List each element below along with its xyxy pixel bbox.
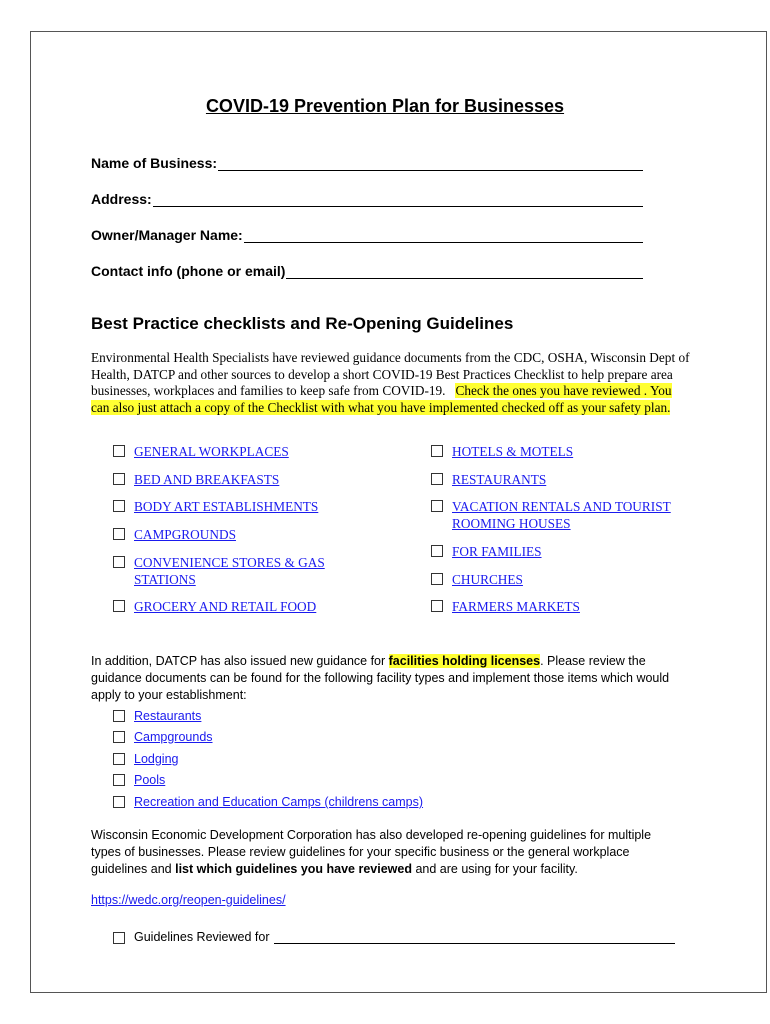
checkbox[interactable] xyxy=(431,445,443,457)
checklist-link[interactable]: FARMERS MARKETS xyxy=(452,599,580,614)
checklist-link[interactable]: BED AND BREAKFASTS xyxy=(134,472,280,487)
facility-item[interactable] xyxy=(113,708,201,725)
document-title: COVID-19 Prevention Plan for Businesses xyxy=(205,96,565,116)
guidelines-reviewed-line[interactable] xyxy=(274,931,676,944)
checklist-link[interactable]: CAMPGROUNDS xyxy=(134,527,236,542)
guidelines-reviewed-field[interactable] xyxy=(113,930,675,944)
checkbox[interactable] xyxy=(113,556,125,568)
wedc-bold: list which guidelines you have reviewed xyxy=(175,862,412,876)
checklist-item[interactable] xyxy=(113,471,279,488)
facility-item[interactable] xyxy=(113,751,179,768)
checkbox[interactable] xyxy=(431,473,443,485)
business-name-line[interactable] xyxy=(218,156,643,171)
address-field[interactable] xyxy=(91,191,643,207)
datcp-text-post: . Please review the guidance documents can be found for the following facility types and implement those items which would apply to your establishment: xyxy=(91,654,670,702)
checkbox[interactable] xyxy=(113,796,125,808)
checkbox[interactable] xyxy=(113,932,125,944)
business-name-label: Name of Business: xyxy=(91,155,218,171)
wedc-text-pre: Wisconsin Economic Development Corporation has also developed re-opening guidelines for multiple types of businesses. Please review guidelines for your specific business or the general workplace guidelines and xyxy=(91,828,652,876)
checklist-item[interactable] xyxy=(113,526,236,543)
checklist-item[interactable] xyxy=(113,498,318,515)
owner-manager-label: Owner/Manager Name: xyxy=(91,227,243,243)
checkbox[interactable] xyxy=(113,528,125,540)
checkbox[interactable] xyxy=(431,500,443,512)
checklist-link[interactable]: CHURCHES xyxy=(452,572,523,587)
checklist-item[interactable] xyxy=(431,598,580,615)
checkbox[interactable] xyxy=(113,753,125,765)
checkbox[interactable] xyxy=(431,573,443,585)
owner-manager-field[interactable] xyxy=(91,227,643,243)
checklist-link[interactable]: HOTELS & MOTELS xyxy=(452,444,574,459)
datcp-text-pre: In addition, DATCP has also issued new guidance for xyxy=(91,654,389,668)
guidelines-reviewed-label: Guidelines Reviewed for xyxy=(134,930,270,944)
facility-item[interactable] xyxy=(113,772,165,789)
checkbox[interactable] xyxy=(113,600,125,612)
checklist-item[interactable] xyxy=(113,554,353,588)
facility-item[interactable] xyxy=(113,729,213,746)
checkbox[interactable] xyxy=(113,473,125,485)
intro-highlight: Check the ones you have reviewed . You can also just attach a copy of the Checklist with what you have implemented checked off as your safety plan. xyxy=(91,383,672,415)
checklist-item[interactable] xyxy=(113,598,316,615)
facility-link[interactable]: Lodging xyxy=(134,752,179,766)
checklist-item[interactable] xyxy=(431,498,671,532)
facility-link[interactable]: Restaurants xyxy=(134,709,202,723)
checklist-item[interactable] xyxy=(431,543,542,560)
checklist-item[interactable] xyxy=(431,443,573,460)
address-line[interactable] xyxy=(153,192,643,207)
checkbox[interactable] xyxy=(113,500,125,512)
intro-text: Environmental Health Specialists have reviewed guidance documents from the CDC, OSHA, Wisconsin Dept of Health, DATCP and other sources to develop a short COVID-19 Best Practices Checklist to help prepare area businesses, workplaces and families to keep safe from COVID-19. xyxy=(91,350,690,398)
datcp-highlight: facilities holding licenses xyxy=(388,654,541,668)
datcp-paragraph xyxy=(91,653,681,704)
facility-link[interactable]: Campgrounds xyxy=(134,730,213,744)
checklist-link[interactable]: FOR FAMILIES xyxy=(452,544,542,559)
checklist-link[interactable]: CONVENIENCE STORES & GAS STATIONS xyxy=(134,555,325,587)
address-label: Address: xyxy=(91,191,152,207)
checkbox[interactable] xyxy=(431,600,443,612)
checklist-item[interactable] xyxy=(431,571,523,588)
checkbox[interactable] xyxy=(113,731,125,743)
owner-manager-line[interactable] xyxy=(244,228,643,243)
checklist-item[interactable] xyxy=(113,443,289,460)
checklist-link[interactable]: VACATION RENTALS AND TOURIST ROOMING HOUSES xyxy=(452,499,671,531)
wedc-paragraph xyxy=(91,827,681,878)
checkbox[interactable] xyxy=(113,445,125,457)
wedc-link[interactable]: https://wedc.org/reopen-guidelines/ xyxy=(91,893,286,907)
checklist-link[interactable]: GROCERY AND RETAIL FOOD xyxy=(134,599,317,614)
contact-info-line[interactable] xyxy=(286,264,643,279)
checklist-link[interactable]: BODY ART ESTABLISHMENTS xyxy=(134,499,319,514)
facility-link[interactable]: Recreation and Education Camps (childrens camps) xyxy=(134,795,424,809)
checkbox[interactable] xyxy=(113,774,125,786)
contact-info-field[interactable] xyxy=(91,263,643,279)
intro-paragraph xyxy=(91,350,691,416)
checklist-item[interactable] xyxy=(431,471,546,488)
facility-item[interactable] xyxy=(113,794,423,811)
wedc-text-post: and are using for your facility. xyxy=(412,862,578,876)
checkbox[interactable] xyxy=(113,710,125,722)
facility-link[interactable]: Pools xyxy=(134,773,166,787)
checklist-link[interactable]: RESTAURANTS xyxy=(452,472,547,487)
contact-info-label: Contact info (phone or email) xyxy=(91,263,286,279)
business-name-field[interactable] xyxy=(91,155,643,171)
checkbox[interactable] xyxy=(431,545,443,557)
checklist-link[interactable]: GENERAL WORKPLACES xyxy=(134,444,289,459)
section-heading: Best Practice checklists and Re-Opening Guidelines xyxy=(91,314,514,333)
